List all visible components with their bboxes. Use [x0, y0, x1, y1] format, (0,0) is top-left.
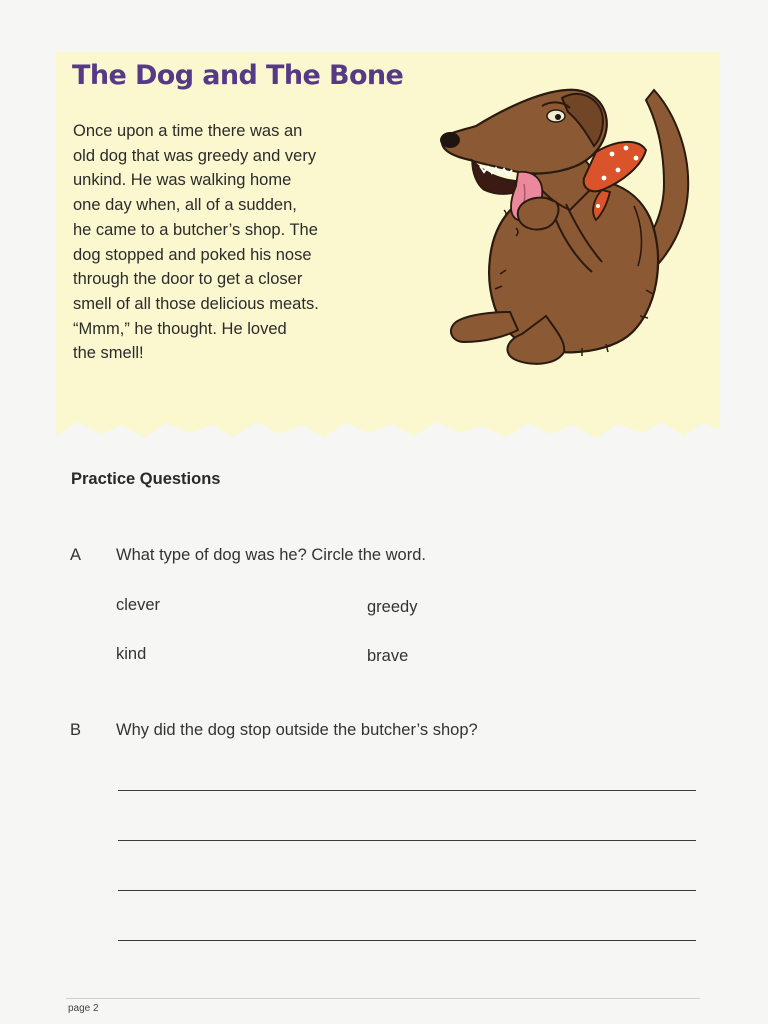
story-line: Once upon a time there was an: [73, 122, 303, 140]
story-panel: [56, 52, 720, 444]
story-title: The Dog and The Bone: [72, 60, 404, 91]
story-line: smell of all those delicious meats.: [73, 294, 319, 313]
answer-line-4[interactable]: [118, 940, 696, 941]
story-line: old dog that was greedy and very: [73, 146, 317, 165]
answer-line-2[interactable]: [118, 840, 696, 841]
story-line: he came to a butcher’s shop. The: [73, 220, 318, 239]
option-kind[interactable]: kind: [116, 645, 147, 663]
answer-line-3[interactable]: [118, 890, 696, 891]
story-text: [73, 119, 373, 366]
story-line: one day when, all of a sudden,: [73, 196, 297, 215]
dog-illustration: [406, 80, 696, 370]
practice-questions-heading: Practice Questions: [71, 470, 221, 488]
answer-line-1[interactable]: [118, 790, 696, 791]
question-a-letter: A: [70, 546, 82, 564]
option-brave[interactable]: brave: [367, 647, 409, 665]
question-a-text: What type of dog was he? Circle the word.: [116, 546, 426, 564]
story-line: “Mmm,” he thought. He loved: [73, 319, 287, 338]
story-line: unkind. He was walking home: [73, 171, 292, 190]
story-line: dog stopped and poked his nose: [73, 245, 312, 264]
page-number: page 2: [68, 1003, 99, 1014]
option-clever[interactable]: clever: [116, 596, 161, 614]
footer-divider: [66, 998, 700, 999]
question-b-text: Why did the dog stop outside the butcher’s shop?: [116, 721, 478, 739]
question-b-letter: B: [70, 721, 82, 739]
story-line: the smell!: [73, 344, 144, 363]
story-line: through the door to get a closer: [73, 270, 303, 289]
option-greedy[interactable]: greedy: [367, 598, 418, 616]
